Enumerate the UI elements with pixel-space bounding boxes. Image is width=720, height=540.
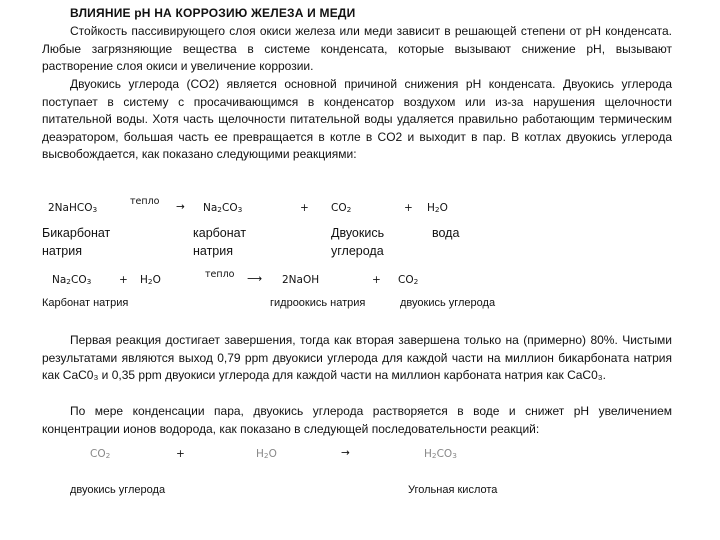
formula-na2co3: $Na_2CO_3$ xyxy=(203,202,243,214)
formula-h2co3: $H_2CO_3$ xyxy=(424,448,457,460)
formula-co2: $CO_2$ xyxy=(331,202,352,214)
arrow-icon: ⟶ xyxy=(247,273,263,285)
paragraph-reaction-completion: Первая реакция достигает завершения, тогда как вторая завершена только на (примерно) 80%. Чистыми результатами являются выход 0,79 ppm двуокиси углерода для каждой части на миллион бикарбоната натрия как CaC0₃ и 0,35 ppm двуокиси углерода для каждой части на миллион карбоната натрия как CaC0₃. xyxy=(42,333,672,383)
formula-nahco3: 2NaHCO$_3$ xyxy=(48,202,98,214)
label-water: вода xyxy=(432,226,460,240)
page-title: ВЛИЯНИЕ pH НА КОРРОЗИЮ ЖЕЛЕЗА И МЕДИ xyxy=(70,6,356,20)
formula-naoh: 2NaOH xyxy=(282,274,320,286)
heat-label: тепло xyxy=(130,196,160,207)
plus-sign: + xyxy=(404,202,413,214)
formula-h2o: $H_2O$ xyxy=(140,274,161,286)
formula-na2co3: $Na_2CO_3$ xyxy=(52,274,92,286)
arrow-icon: → xyxy=(176,201,185,213)
plus-sign: + xyxy=(119,274,128,286)
formula-h2o: $H_2O$ xyxy=(256,448,277,460)
formula-co2: $CO_2$ xyxy=(398,274,419,286)
heat-label: тепло xyxy=(205,269,235,280)
label-carbon-dioxide: Двуокись углерода xyxy=(331,226,385,258)
label-sodium-bicarbonate: Бикарбонат натрия xyxy=(42,226,111,258)
label-carbonic-acid: Угольная кислота xyxy=(408,484,498,496)
paragraph-co2-source: Двуокись углерода (CO2) является основной причиной снижения pH конденсата. Двуокись углерода поступает в систему с просачивающимся в конденсатор воздухом или из-за нарушения щелочности питательной воды. Хотя часть щелочности питательной воды удаляется правильно работающим термическим деаэратором, большая часть ее превращается в котле в CO2 и выходит в пар. В котлах двуокись углерода высвобождается, как показано следующими реакциями: xyxy=(42,77,672,162)
formula-h2o: $H_2O$ xyxy=(427,202,448,214)
label-carbon-dioxide: двуокись углерода xyxy=(70,484,166,496)
formula-co2: $CO_2$ xyxy=(90,448,111,460)
plus-sign: + xyxy=(372,274,381,286)
label-sodium-carbonate: карбонат натрия xyxy=(193,226,247,258)
label-carbon-dioxide: двуокись углерода xyxy=(400,297,496,309)
label-sodium-hydroxide: гидроокись натрия xyxy=(270,297,366,309)
paragraph-condensation: По мере конденсации пара, двуокись углерода растворяется в воде и снижет pH увеличением концентрации ионов водорода, как показано в следующей последовательности реакций: xyxy=(42,404,672,436)
arrow-icon: → xyxy=(341,447,350,459)
plus-sign: + xyxy=(300,202,309,214)
plus-sign: + xyxy=(176,448,185,460)
label-sodium-carbonate: Карбонат натрия xyxy=(42,297,129,309)
paragraph-passivation: Стойкость пассивирующего слоя окиси железа или меди зависит в решающей степени от pH конденсата. Любые загрязняющие вещества в системе конденсата, которые вызывают снижение pH, вызывают растворение слоя окиси и увеличение коррозии. xyxy=(42,24,672,74)
